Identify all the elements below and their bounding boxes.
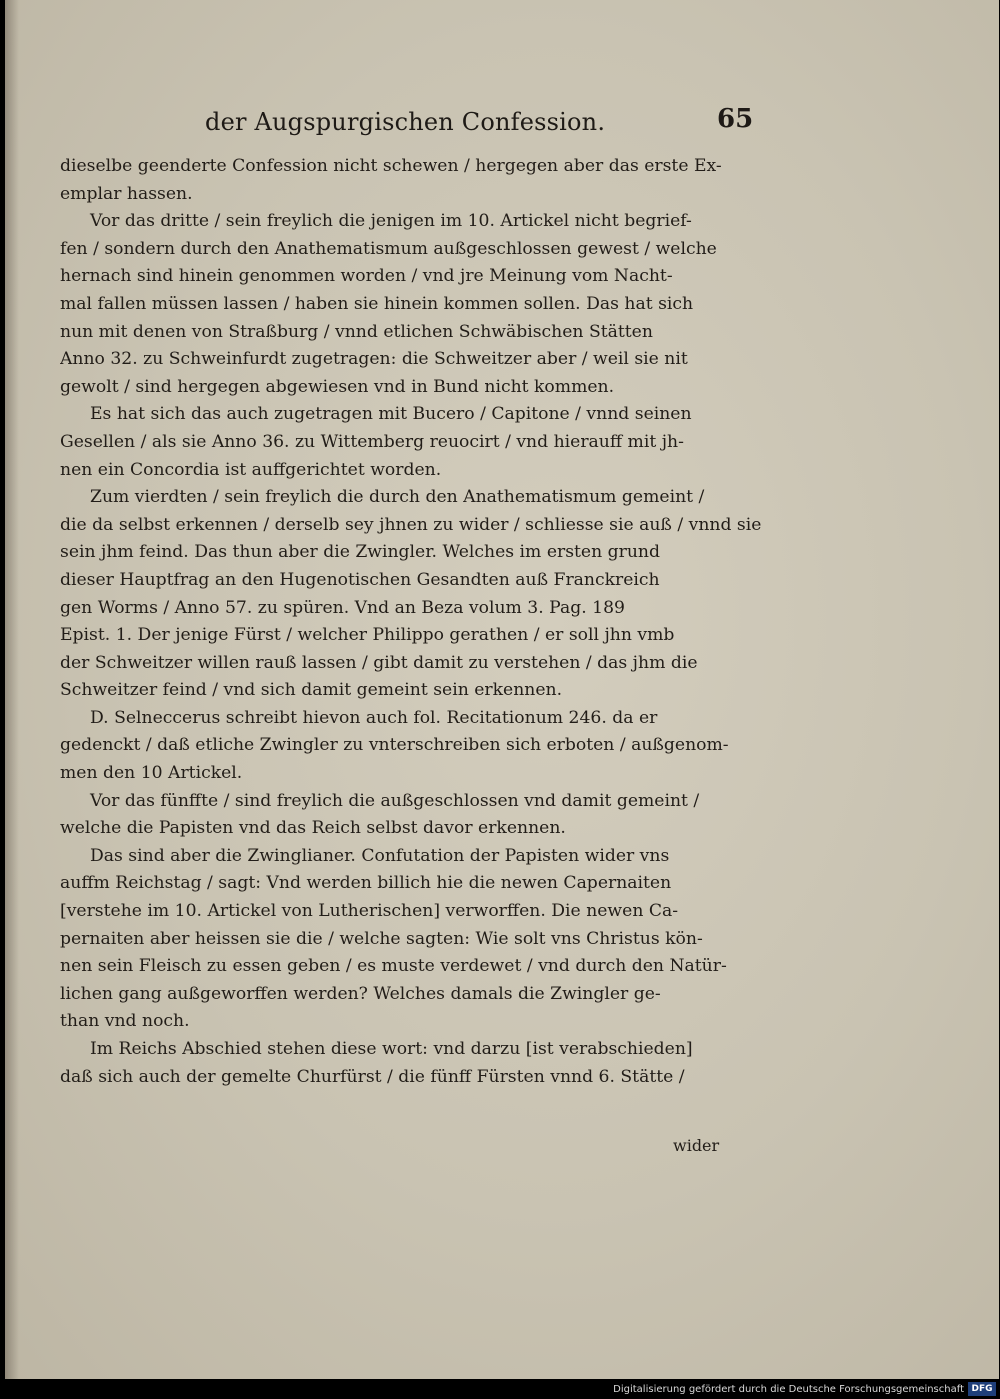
text-line: D. Selneccerus schreibt hievon auch fol. Recitationum 246. da er xyxy=(90,707,658,728)
text-line: auffm Reichstag / sagt: Vnd werden billich hie die newen Capernaiten xyxy=(60,873,672,894)
text-line: Im Reichs Abschied stehen diese wort: vnd darzu [ist verabschieden] xyxy=(90,1039,693,1059)
text-line: nen ein Concordia ist auffgerichtet worden. xyxy=(60,459,442,480)
text-line: der Schweitzer willen rauß lassen / gibt damit zu verstehen / das jhm die xyxy=(60,652,698,673)
text-line: Vor das fünffte / sind freylich die außgeschlossen vnd damit gemeint / xyxy=(90,790,700,811)
text-line: Vor das dritte / sein freylich die jenigen im 10. Artickel nicht begrief- xyxy=(90,211,692,232)
text-line: emplar hassen. xyxy=(60,183,193,204)
digitization-credit: Digitalisierung gefördert durch die Deutsche Forschungsgemeinschaft xyxy=(613,1384,964,1395)
text-line: die da selbst erkennen / derselb sey jhnen zu wider / schliesse sie auß / vnnd sie xyxy=(60,514,762,535)
text-line: welche die Papisten vnd das Reich selbst davor erkennen. xyxy=(60,818,566,839)
text-line: pernaiten aber heissen sie die / welche sagten: Wie solt vns Christus kön- xyxy=(60,928,703,949)
page-number: 65 xyxy=(717,104,754,134)
book-page xyxy=(5,0,999,1379)
text-line: gen Worms / Anno 57. zu spüren. Vnd an Beza volum 3. Pag. 189 xyxy=(60,597,625,618)
text-line: mal fallen müssen lassen / haben sie hinein kommen sollen. Das hat sich xyxy=(60,293,694,314)
text-line: nen sein Fleisch zu essen geben / es muste verdewet / vnd durch den Natür- xyxy=(60,956,727,977)
text-line: gedenckt / daß etliche Zwingler zu vnterschreiben sich erboten / außgenom- xyxy=(60,735,729,756)
text-line: gewolt / sind hergegen abgewiesen vnd in Bund nicht kommen. xyxy=(60,376,615,397)
running-head: der Augspurgischen Confession. xyxy=(205,108,606,136)
text-line: Schweitzer feind / vnd sich damit gemeint sein erkennen. xyxy=(60,680,563,701)
text-line: Anno 32. zu Schweinfurdt zugetragen: die Schweitzer aber / weil sie nit xyxy=(60,349,688,370)
text-line: than vnd noch. xyxy=(60,1011,190,1032)
text-line: Das sind aber die Zwinglianer. Confutation der Papisten wider vns xyxy=(90,845,670,866)
text-line: Es hat sich das auch zugetragen mit Bucero / Capitone / vnnd seinen xyxy=(90,404,692,425)
text-line: daß sich auch der gemelte Churfürst / die fünff Fürsten vnnd 6. Stätte / xyxy=(60,1066,685,1087)
text-line: nun mit denen von Straßburg / vnnd etlichen Schwäbischen Stätten xyxy=(60,321,653,342)
body-text xyxy=(60,153,780,1091)
text-line: men den 10 Artickel. xyxy=(60,763,243,784)
text-line: lichen gang außgeworffen werden? Welches damals die Zwingler ge- xyxy=(60,983,661,1004)
text-line: dieselbe geenderte Confession nicht schewen / hergegen aber das erste Ex- xyxy=(60,156,722,176)
dfg-logo-icon: DFG xyxy=(968,1382,996,1396)
text-line: [verstehe im 10. Artickel von Lutherischen] verworffen. Die newen Ca- xyxy=(60,901,679,922)
text-line: Epist. 1. Der jenige Fürst / welcher Philippo gerathen / er soll jhn vmb xyxy=(60,625,675,646)
text-line: sein jhm feind. Das thun aber die Zwingler. Welches im ersten grund xyxy=(60,542,660,563)
text-line: dieser Hauptfrag an den Hugenotischen Gesandten auß Franckreich xyxy=(60,569,660,590)
text-line: hernach sind hinein genommen worden / vnd jre Meinung vom Nacht- xyxy=(60,266,673,287)
text-line: Zum vierdten / sein freylich die durch den Anathematismum gemeint / xyxy=(90,487,705,508)
text-line: Gesellen / als sie Anno 36. zu Wittemberg reuocirt / vnd hierauff mit jh- xyxy=(60,431,684,452)
text-line: fen / sondern durch den Anathematismum außgeschlossen gewest / welche xyxy=(60,238,717,259)
catchword: wider xyxy=(673,1136,720,1155)
